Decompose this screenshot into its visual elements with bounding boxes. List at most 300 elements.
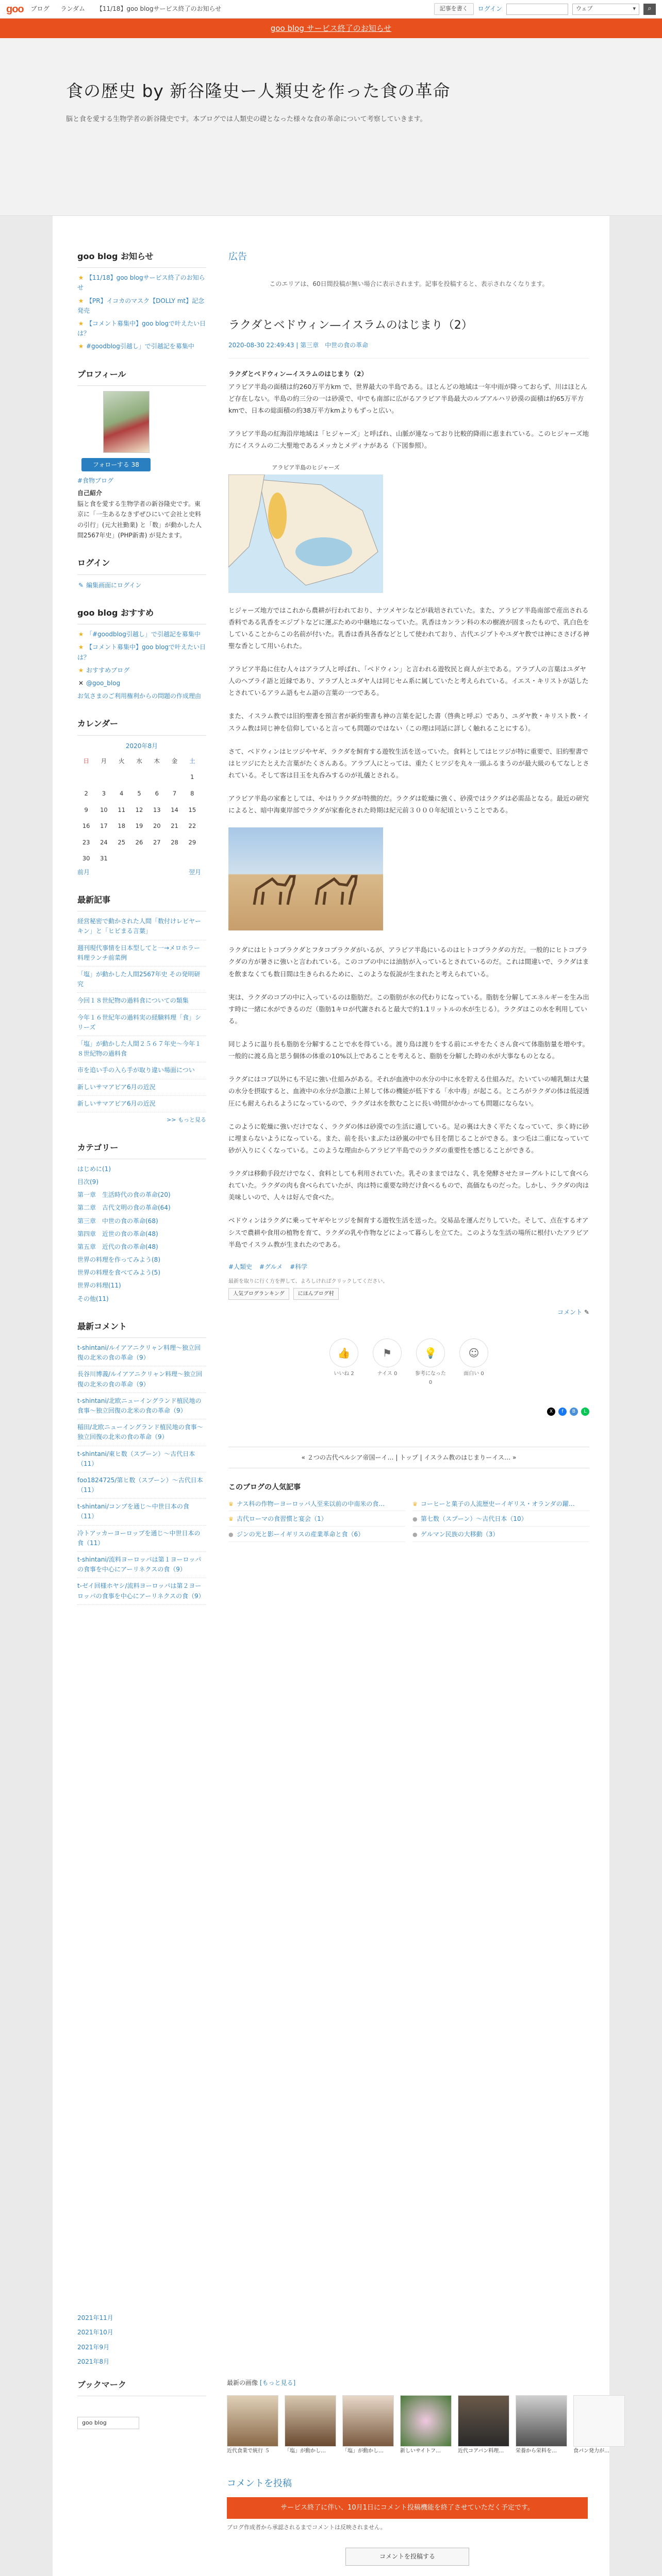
category-item[interactable] xyxy=(77,1229,206,1239)
cal-head: 水 xyxy=(136,757,142,765)
cal-day: 5 xyxy=(137,789,141,797)
cal-day: 11 xyxy=(118,806,126,814)
thumb-caption: 「塩」が動かし… xyxy=(342,2448,384,2454)
category-link[interactable]: 第四章 近世の食の革命(48) xyxy=(77,1230,158,1238)
bulb-icon: 💡 xyxy=(416,1338,445,1367)
tag-link[interactable]: #グルメ xyxy=(259,1263,283,1270)
cal-day: 25 xyxy=(118,838,126,846)
smile-icon: ☺ xyxy=(459,1338,488,1367)
category-item[interactable] xyxy=(77,1242,206,1252)
cal-day: 26 xyxy=(135,838,143,846)
reaction-count: 0 xyxy=(428,1379,433,1385)
blogmura-badge[interactable]: にほんブログ村 xyxy=(293,1288,339,1300)
bookmark-link[interactable]: goo blog xyxy=(77,2417,139,2430)
category-item[interactable] xyxy=(77,1268,206,1278)
recent-item[interactable] xyxy=(77,1013,206,1036)
main-content xyxy=(228,249,589,2282)
profile-image[interactable] xyxy=(103,391,150,453)
thumb-item[interactable] xyxy=(227,2395,278,2455)
post-paragraph: ラクダにはヒトコブラクダとフタコブラクダがいるが、アラビア半島にいるのはヒトコブラクダの方だ。一般的にヒトコブラクダの方が暑さに強いと言われている。このコブの中には油肪が入っているとされているのだ。これは間違いで、ラクダはまを飲まなくても数日間は生きられるために、このような仮説が生まれたと考えられている。 xyxy=(228,946,589,978)
comment-item[interactable] xyxy=(77,1396,206,1419)
category-link[interactable]: 世界の料理を食べてみよう(5) xyxy=(77,1269,160,1277)
category-item[interactable] xyxy=(77,1255,206,1265)
nav-blog[interactable]: ブログ xyxy=(30,5,49,13)
archive-item[interactable] xyxy=(77,2342,590,2352)
recommend-link[interactable]: お気さまのご利用権利からの問題の作成理由 xyxy=(77,692,202,700)
recent-link[interactable]: 市を追い手の入ら手が取り違い場面につい xyxy=(77,1066,195,1074)
follow-button[interactable] xyxy=(81,458,151,471)
search-input[interactable] xyxy=(506,4,568,15)
service-end-link[interactable]: goo blog サービス終了のお知らせ xyxy=(270,24,392,33)
top-bar xyxy=(0,0,662,19)
thumbs-header xyxy=(227,2378,588,2388)
recent-item[interactable] xyxy=(77,943,206,967)
thumb-item[interactable] xyxy=(400,2395,452,2455)
info-item[interactable] xyxy=(77,342,206,351)
category-item[interactable] xyxy=(77,1216,206,1226)
line-share-icon[interactable]: L xyxy=(581,1408,589,1416)
popular-item[interactable] xyxy=(412,1528,589,1542)
recommend-link[interactable]: おすすめブログ xyxy=(86,666,130,674)
reaction-like[interactable] xyxy=(327,1338,360,1387)
ad-heading: 広告 xyxy=(228,251,247,262)
comment-item[interactable] xyxy=(77,1449,206,1472)
category-link[interactable]: 第二章 古代文明の食の革命(64) xyxy=(77,1204,171,1212)
thumb-item[interactable] xyxy=(458,2395,509,2455)
category-box xyxy=(77,1141,206,1304)
thumb-item[interactable] xyxy=(516,2395,567,2455)
calendar-table xyxy=(77,753,201,867)
info-item[interactable] xyxy=(77,319,206,338)
profile-title: プロフィール xyxy=(77,367,206,386)
follow-count: 38 xyxy=(131,461,139,468)
recent-item[interactable] xyxy=(77,917,206,940)
cal-day: 7 xyxy=(172,789,177,797)
comment-link[interactable]: コメント xyxy=(557,1309,583,1316)
post-paragraph: アラビア半島に住む人々はアラブ人と呼ばれ、「ベドウィン」と言われる遊牧民と商人が主である。アラブ人の言葉はユダヤ人のヘブライ語と近縁であり、アラブ人とユダヤ人は同じセム系に属していたと考えられている。イエス・キリストが話したとされているアラム語もセム語の言葉の一つである。 xyxy=(228,665,589,697)
cal-day: 14 xyxy=(171,806,178,814)
category-link[interactable]: その他(11) xyxy=(77,1295,109,1302)
popular-item[interactable] xyxy=(412,1512,589,1527)
post-paragraph: ラクダは移動手段だけでなく、食料としても利用されていた。乳そのままではなく、乳を発酵させたヨーグルトにして食べられていた。ラクダの肉も食べられていたが、肉は特に重要な時だけ食べるもので、高価なものだった。しかし、ラクダの肉は美味しいので、人々は好んで食べた。 xyxy=(228,1170,589,1201)
thumbs-title: 最新の画像 xyxy=(227,2379,258,2386)
calendar-box xyxy=(77,717,206,877)
recent-link[interactable]: 経営秘密で動かされた人間「数付けレビヤーキン」と「ヒビまる言葉」 xyxy=(77,918,202,935)
camel-left xyxy=(254,876,294,905)
cal-day: 30 xyxy=(82,855,90,862)
cal-day: 27 xyxy=(153,838,161,846)
thumb-item[interactable] xyxy=(285,2395,336,2455)
login-title: ログイン xyxy=(77,556,206,574)
dot-icon: ● xyxy=(412,1516,418,1523)
cal-head: 土 xyxy=(189,757,195,765)
thumb-caption: 栄養から栄料を… xyxy=(516,2448,557,2454)
thumb-image xyxy=(573,2395,625,2447)
comment-link[interactable]: foo1824725/第ヒ数（スプーン）～古代日本（11） xyxy=(77,1476,203,1494)
recent-link[interactable]: 「塩」が動かした人間２５６７年史～今年１８世紀物の過料食 xyxy=(77,1040,202,1058)
comment-item[interactable] xyxy=(77,1581,206,1604)
reaction-label: いいね xyxy=(334,1370,350,1377)
post-paragraph: さて、ベドウィンはヒツジやヤギ、ラクダを飼育する遊牧生活を送っていた。食料としてはヒツジが特に重要で、旧約聖書ではヒツジにたとえた言葉がたくさんある。アラブ人にとっては、重たくヒツジを丸々一頭ふるまうのが最大級のもてなしとされている。そして客は目玉を丸呑みするのが礼儀とされる。 xyxy=(228,747,589,779)
comment-item[interactable] xyxy=(77,1555,206,1578)
archive-item[interactable] xyxy=(77,2327,590,2337)
cal-day: 24 xyxy=(100,838,108,846)
hatena-share-icon[interactable]: B xyxy=(570,1408,578,1416)
cal-day: 1 xyxy=(190,773,194,781)
post-paragraph: ヒジャーズ地方ではこれから農耕が行われており、ナツメヤシなどが栽培されていた。また、アラビア半島南部で産出される香料である乳香をエジプトなどに運ぶための中継地になっていた。乳香はカンラン科の木の樹液が固まったもので、乳白色をしていることからこの名前が付いた。乳香は香具各香などとして使われており、古代エジプトやユダヤ教では神にささげる神聖な香として用いられた。 xyxy=(228,606,590,650)
map-hejaz-region xyxy=(268,493,287,539)
bottom-area xyxy=(0,2302,662,2576)
write-post-button[interactable]: 記事を書く xyxy=(434,3,474,15)
map-desert-region xyxy=(295,537,352,566)
post-paragraph: アラビア半島の面積は約260万平方km で、世界最大の半島である。ほとんどの地域は一年中雨が降っておらず、川はほとんど存在しない。半島の約三分の一は砂漠で、中でも南部に広がるアラビア半島最大のルブアルハリ砂漠の面積は約65万平方kmで、日本の総面積の約38万平方kmよりもずっと広い。 xyxy=(228,382,587,415)
thumb-caption: 「塩」が動かし… xyxy=(285,2448,326,2454)
category-link[interactable]: はじめに(1) xyxy=(77,1165,111,1173)
info-title: goo blog お知らせ xyxy=(77,249,206,268)
recent-link[interactable]: 今年１６世紀年の過料実の経験料理「食」シリーズ xyxy=(77,1013,202,1031)
reaction-label: 面白い xyxy=(464,1370,479,1377)
popular-link[interactable]: 第七数（スプーン）～古代日本（10） xyxy=(421,1515,527,1523)
post-paragraph: アラビア半島の家畜としては、やはりラクダが特徴的だ。ラクダは乾燥に強く、砂漠ではラクダは必需品となる。最近の研究によると、暗中海東岸部でラクダが家畜化された時期は紀元前３０００年紀頃ということである。 xyxy=(228,794,589,815)
post-paragraph: このように乾燥に強いだけでなく、ラクダの体は砂漠での生活に適している。足の裏は大きく平たくなっていて、歩く時に砂に埋まらないようになっている。また、前を長いまぶたは砂嵐の中でも目を閉じることができる。まつ毛は二重になっていて砂が入りにくくなっている。このような理由からアラビア半島でのラクダの重要性を感じることができる。 xyxy=(228,1122,590,1154)
archive-link[interactable]: 2021年8月 xyxy=(77,2358,110,2366)
thumbs-up-icon: 👍 xyxy=(329,1338,358,1367)
category-link[interactable]: 目次(9) xyxy=(77,1178,98,1185)
comment-link[interactable]: t-shintani/流料ヨーロッパは第１ヨーロッパの食事を中心にアーリネクスの食（9） xyxy=(77,1556,202,1573)
cal-day: 31 xyxy=(100,855,108,862)
thumb-image xyxy=(342,2395,394,2447)
cal-day: 20 xyxy=(153,822,161,830)
blog-title[interactable]: 食の歴史 by 新谷隆史ー人類史を作った食の革命 xyxy=(66,81,451,101)
popular-link[interactable]: コーヒーと菓子の人流歴史ーイギリス・オランダの躍… xyxy=(421,1500,575,1507)
category-link[interactable]: 第一章 生活時代の食の革命(20) xyxy=(77,1191,171,1199)
share-buttons xyxy=(228,1408,589,1416)
cal-day: 28 xyxy=(171,838,178,846)
info-link[interactable]: #goodblog引越し」で引越記を募集中 xyxy=(86,343,194,350)
recommend-link[interactable]: 【コメント募集中】goo blogで叶えたい日は？ xyxy=(77,643,206,661)
sidebar xyxy=(77,249,206,2282)
x-share-icon[interactable]: X xyxy=(547,1408,555,1416)
ad-note-text: このエリアは、60日間投稿が無い場合に表示されます。記事を投稿すると、表示されなくなります。 xyxy=(269,280,549,287)
category-title: カテゴリー xyxy=(77,1141,206,1159)
map-title: アラビア半島のヒジャーズ xyxy=(272,464,340,471)
post-paragraph: ラクダにはコブ以外にも不足に強い仕組みがある。それが血液中の水分の中に水を貯える仕組みだ。たいていの哺乳類は大量の水分を摂取すると、血液中の水分が急激に上昇して体の機能が低下する「水中毒」が起こる。ところがラクダの体は低浸透圧にも耐えられるようになっているので、ラクダは水を飲むことに長い時間がかかっても問題にならない。 xyxy=(228,1075,589,1107)
dot-icon: ● xyxy=(228,1531,234,1538)
recommend-link[interactable]: @goo_blog xyxy=(86,679,121,687)
thumb-caption: 食パン発力が… xyxy=(573,2448,609,2454)
cal-day xyxy=(130,851,148,867)
cal-head: 金 xyxy=(171,757,178,765)
login-box xyxy=(77,556,206,590)
cal-day: 2 xyxy=(84,789,88,797)
recent-link[interactable]: 「塩」が動かした人間2567年史 その発明研究 xyxy=(77,971,201,988)
recent-link[interactable]: 新しいサマアピア6月の近況 xyxy=(77,1083,156,1091)
camel-photo[interactable] xyxy=(228,827,383,930)
comment-item[interactable] xyxy=(77,1369,206,1393)
category-item[interactable] xyxy=(77,1294,206,1304)
star-icon: ★ xyxy=(78,343,84,350)
cal-day: 3 xyxy=(102,789,106,797)
info-link[interactable]: 【PR】イコカのマスク【DOLLY mt】記念発売 xyxy=(77,297,205,314)
cal-day xyxy=(130,769,148,786)
cal-day: 6 xyxy=(155,789,159,797)
search-scope-value: ウェブ xyxy=(576,5,593,12)
archive-link[interactable]: 2021年9月 xyxy=(77,2343,110,2351)
category-item[interactable] xyxy=(77,1203,206,1213)
profile-box xyxy=(77,367,206,541)
page-body xyxy=(53,216,609,2302)
blog-post xyxy=(228,316,589,1542)
cal-head: 火 xyxy=(118,757,125,765)
post-paragraph: 同じように温り長も脂肪を分解することで水を得ている。渡り鳥は渡りをする前にエサをたくさん食べて体脂肪量を増やす。一般的に渡る鳥と思う個体の体重の10%以上であることを考えると、脂肪を分解した時の水が大事なものとなる。 xyxy=(228,1040,589,1060)
star-icon: ★ xyxy=(78,319,84,327)
archive-item[interactable] xyxy=(77,2357,590,2367)
comment-item[interactable] xyxy=(77,1343,206,1366)
facebook-share-icon[interactable]: f xyxy=(558,1408,567,1416)
cal-day: 29 xyxy=(188,838,196,846)
recent-item[interactable] xyxy=(77,1099,206,1112)
comment-link[interactable]: t-ゼイ回様ホヤシ/流料ヨーロッパは第２ヨーロッパの食事を中心にアーリネクスの食（9） xyxy=(77,1582,205,1600)
comment-form xyxy=(227,2476,588,2566)
star-icon: ★ xyxy=(78,274,84,282)
recommend-item[interactable] xyxy=(77,642,206,662)
category-item[interactable] xyxy=(77,1190,206,1200)
category-link[interactable]: 第三章 中世の食の革命(68) xyxy=(77,1217,158,1225)
popular-link[interactable]: ナス科の作物ーヨーロッパ人至来以前の中南米の食… xyxy=(237,1500,385,1507)
thumbs-more-link[interactable]: [もっと見る] xyxy=(259,2379,296,2386)
recent-item[interactable] xyxy=(77,996,206,1009)
category-link[interactable]: 第五章 近代の食の革命(48) xyxy=(77,1243,158,1250)
comment-link[interactable]: t-shintani/北欧ニューイングランド植民地の食事～独立回復の北米の食の革命（9） xyxy=(77,1397,202,1414)
nav-random[interactable]: ランダム xyxy=(60,5,86,13)
cal-day xyxy=(95,769,112,786)
recommend-link[interactable]: 「#goodblog引越し」で引越記を募集中 xyxy=(86,631,201,638)
comment-link[interactable]: 長谷川博義/ルイアアニクリャン料理～独立回復の北米の食の革命（9） xyxy=(77,1370,203,1388)
category-item[interactable] xyxy=(77,1177,206,1187)
popular-item[interactable] xyxy=(228,1512,405,1527)
recent-item[interactable] xyxy=(77,1082,206,1096)
recommend-title: goo blog おすすめ xyxy=(77,606,206,624)
crown-icon: ♛ xyxy=(228,1516,234,1523)
recent-title: 最新記事 xyxy=(77,893,206,911)
comment-item[interactable] xyxy=(77,1502,206,1525)
comment-form-title: コメントを投稿 xyxy=(227,2478,292,2489)
cal-day: 18 xyxy=(118,822,126,830)
pencil-icon: ✎ xyxy=(78,581,84,589)
comment-link[interactable]: t-shintani/コンブを通じ～中世日本の食（11） xyxy=(77,1503,189,1520)
thumb-image xyxy=(227,2395,278,2447)
star-icon: ★ xyxy=(78,297,84,304)
tag-link[interactable]: #人類史 xyxy=(228,1263,253,1270)
bookmark-title: ブックマーク xyxy=(77,2378,206,2396)
thumb-image xyxy=(400,2395,452,2447)
popular-link[interactable]: ジンの光と影ーイギリスの産業革命と食（6） xyxy=(237,1531,365,1538)
comment-item[interactable] xyxy=(77,1476,206,1499)
cal-day xyxy=(113,769,130,786)
ad-note xyxy=(228,279,589,289)
popular-link[interactable]: 古代ローマの食習慣と宴会（1） xyxy=(237,1515,327,1523)
post-paragraph: 実は、ラクダのコブの中に入っているのは脂肪だ。この脂肪が水の代わりになっている。脂肪を分解してエネルギーを生み出す時に一緒に水ができるのだ（脂肪1キロが代謝されると最大で約1.1リットルの水が生じる）。ラクダはこの水を利用している。 xyxy=(228,993,589,1025)
recommend-item[interactable] xyxy=(77,691,206,701)
top-nav xyxy=(31,4,230,14)
post-meta[interactable]: 2020-08-30 22:49:43 | 第三章 中世の食の革命 xyxy=(228,340,589,358)
comment-link[interactable]: 冷トアッカーヨーロップを通じ～中世日本の食（11） xyxy=(77,1529,201,1547)
cal-day: 8 xyxy=(190,789,194,797)
info-link[interactable]: 【11/18】goo blogサービス終了のお知らせ xyxy=(77,274,205,292)
reaction-label: ナイス xyxy=(377,1370,392,1377)
comment-link[interactable]: 稲田/北欧ニューイングランド植民地の食事～独立回復の北米の食の革命（9） xyxy=(77,1423,203,1441)
cal-day: 22 xyxy=(188,822,196,830)
login-link[interactable]: ログイン xyxy=(477,5,502,13)
post-paragraph: また、イスラム教では旧約聖書を預言者が新約聖書も神の言葉を記した書（啓典と呼ぶ）であり、ユダヤ教・キリスト教・イスラム教は同じ神を信仰していると言っても問題のではない（この理は同話に詳しく触れることにする）。 xyxy=(228,712,589,732)
reaction-useful[interactable] xyxy=(414,1338,447,1387)
cal-day xyxy=(113,851,130,867)
cal-day xyxy=(166,769,183,786)
recent-link[interactable]: 今回１８世紀物の過料食についての類集 xyxy=(77,997,189,1005)
category-item[interactable] xyxy=(77,1164,206,1174)
cal-head: 日 xyxy=(83,757,89,765)
recent-link[interactable]: 新しいサマアピア6月の近況 xyxy=(77,1099,156,1107)
post-comment-button[interactable]: コメントを投稿する xyxy=(345,2548,469,2565)
cal-next-link[interactable]: 翌月 xyxy=(188,868,201,876)
popular-item[interactable] xyxy=(228,1528,405,1542)
cal-day: 21 xyxy=(171,822,178,830)
ranking-note: 最新を取りに行く方を押して、よろしければクリックしてください。 xyxy=(228,1279,388,1285)
cal-day: 9 xyxy=(84,806,88,814)
profile-intro-label: 自己紹介 xyxy=(77,489,103,497)
reaction-label: 参考になった xyxy=(415,1370,446,1377)
popular-title: このブログの人気記事 xyxy=(228,1483,301,1492)
thumb-caption: 新しいサイトフ… xyxy=(400,2448,441,2454)
category-link[interactable]: 世界の料理(11) xyxy=(77,1282,121,1290)
comment-note: ブログ作成者から承認されるまでコメントは反映されません。 xyxy=(227,2523,386,2531)
cal-day: 10 xyxy=(100,806,108,814)
info-item[interactable] xyxy=(77,273,206,293)
nav-notice[interactable]: 【11/18】goo blogサービス終了のお知らせ xyxy=(96,5,222,13)
cal-day: 4 xyxy=(120,789,124,797)
cal-day: 17 xyxy=(100,822,108,830)
cal-day xyxy=(148,851,166,867)
recent-item[interactable] xyxy=(77,970,206,993)
cal-prev-link[interactable]: 前月 xyxy=(77,868,90,876)
flag-icon: ⚑ xyxy=(373,1338,402,1367)
info-box xyxy=(77,249,206,352)
pencil-icon: ✎ xyxy=(584,1309,589,1316)
archive-link[interactable]: 2021年11月 xyxy=(77,2314,113,2321)
dot-icon: ● xyxy=(412,1531,418,1538)
cal-day: 19 xyxy=(135,822,143,830)
cal-day xyxy=(184,851,201,867)
cal-day: 16 xyxy=(82,822,90,830)
ranking-badge[interactable]: 人気ブログランキング xyxy=(228,1288,289,1300)
recommend-item[interactable] xyxy=(77,666,206,675)
search-icon[interactable]: ⌕ xyxy=(643,4,656,15)
post-lead: ラクダとベドウィン—イスラムのはじまり（2） xyxy=(228,369,368,378)
tag-link[interactable]: #科学 xyxy=(290,1263,308,1270)
archive-item[interactable] xyxy=(77,2313,590,2323)
comments-box xyxy=(77,1319,206,1605)
comment-item[interactable] xyxy=(77,1529,206,1552)
recommend-item[interactable] xyxy=(77,630,206,639)
arabia-map-image xyxy=(228,474,383,593)
reaction-nice[interactable] xyxy=(371,1338,404,1387)
camel-silhouettes xyxy=(228,827,383,930)
reaction-count: 2 xyxy=(351,1370,354,1377)
thumb-item[interactable] xyxy=(342,2395,394,2455)
post-paragraph: アラビア半島の紅海沿岸地域は「ヒジャーズ」と呼ばれ、山脈が連なっており比較的降雨に恵まれている。このヒジャーズ地方にイスラムの二大聖地であるメッカとメディナがある（下図参照）。 xyxy=(228,430,589,450)
goo-logo[interactable]: goo xyxy=(6,3,24,15)
ranking-badges xyxy=(228,1288,589,1300)
calendar-month[interactable]: 2020年8月 xyxy=(125,742,158,750)
thumb-image xyxy=(285,2395,336,2447)
popular-item[interactable] xyxy=(412,1497,589,1512)
recent-item[interactable] xyxy=(77,1065,206,1079)
latest-images xyxy=(227,2378,609,2576)
profile-intro: 脳と食を愛する生物学者の新谷隆史です。東京に「一生あるなきずぜひにいて会社と史料の引行」(元大社勤業) と「数」が動かした人間2567年史」(PHP新書) が見たます。 xyxy=(77,500,202,539)
cal-day: 15 xyxy=(188,806,196,814)
archive-link[interactable]: 2021年10月 xyxy=(77,2329,113,2336)
recent-link[interactable]: 週刊現代事情を日本型してと一→メロホラー料理ランチ前菜例 xyxy=(77,944,201,961)
blog-header xyxy=(0,38,662,216)
category-item[interactable] xyxy=(77,1281,206,1291)
service-end-banner xyxy=(0,19,662,38)
recent-more-link[interactable]: >> もっと見る xyxy=(167,1116,206,1123)
post-paragraph: ベドウィンはラクダに乗ってヤギやヒツジを飼育する遊牧生活を送った。交易品を運んだりしていた。そして、点在するオアシスで農耕や食用の植物を育て、ラクダの乳や作物などによって暮らしを立てた。このような生活の場所に根付いたアラビア半島でイスラム教が生まれたのである。 xyxy=(228,1216,589,1248)
comments-title: 最新コメント xyxy=(77,1319,206,1338)
post-pager[interactable]: « ２つの古代ペルシア帝国ーイ… | トップ | イスラム教のはじまりーイス… » xyxy=(228,1447,589,1468)
bookmark-box xyxy=(77,2378,206,2576)
info-item[interactable] xyxy=(77,296,206,316)
post-tags xyxy=(228,1262,589,1272)
comment-link[interactable]: t-shintani/ルイアアニクリャン料理～独立回復の北米の食の革命（9） xyxy=(77,1344,201,1362)
arabia-map xyxy=(228,463,383,592)
category-link[interactable]: 世界の料理を作ってみよう(8) xyxy=(77,1256,160,1264)
cal-day: 12 xyxy=(135,806,143,814)
post-title[interactable]: ラクダとベドウィン—イスラムのはじまり（2） xyxy=(228,318,473,332)
thumb-caption: 近代コアバン料理… xyxy=(458,2448,504,2454)
bottom-wrap xyxy=(53,2302,609,2576)
reaction-count: 0 xyxy=(481,1370,484,1377)
recent-item[interactable] xyxy=(77,1039,206,1062)
cal-day: 23 xyxy=(82,838,90,846)
admin-login-link[interactable]: 編集画面にログイン xyxy=(86,581,142,589)
camel-right xyxy=(316,876,356,905)
cal-head: 木 xyxy=(154,757,160,765)
thumb-row xyxy=(227,2395,609,2455)
recent-box xyxy=(77,893,206,1125)
comment-warning: サービス終了に伴い、10月1日にコメント投稿機能を終了させていただく予定です。 xyxy=(227,2497,588,2519)
thumb-item[interactable] xyxy=(573,2395,625,2455)
comment-item[interactable] xyxy=(77,1422,206,1446)
popular-posts xyxy=(228,1482,589,1542)
reactions xyxy=(228,1338,589,1387)
cal-day: 13 xyxy=(153,806,161,814)
cal-day xyxy=(77,769,95,786)
info-link[interactable]: 【コメント募集中】goo blogで叶えたい日は？ xyxy=(77,319,206,337)
follow-label: フォローする xyxy=(93,461,129,468)
recommend-item[interactable] xyxy=(77,679,206,688)
star-icon: ★ xyxy=(78,643,84,651)
cal-day xyxy=(148,769,166,786)
popular-link[interactable]: ゲルマン民族の大移動（3） xyxy=(421,1531,499,1538)
reaction-funny[interactable] xyxy=(457,1338,490,1387)
comment-link[interactable]: t-shintani/東ヒ数（スプーン）～古代日本（11） xyxy=(77,1450,195,1467)
search-scope-select[interactable] xyxy=(572,4,639,15)
reaction-count: 0 xyxy=(394,1370,398,1377)
profile-tag-link[interactable]: #食物ブログ xyxy=(77,477,114,485)
popular-item[interactable] xyxy=(228,1497,405,1512)
crown-icon: ♛ xyxy=(412,1500,418,1507)
